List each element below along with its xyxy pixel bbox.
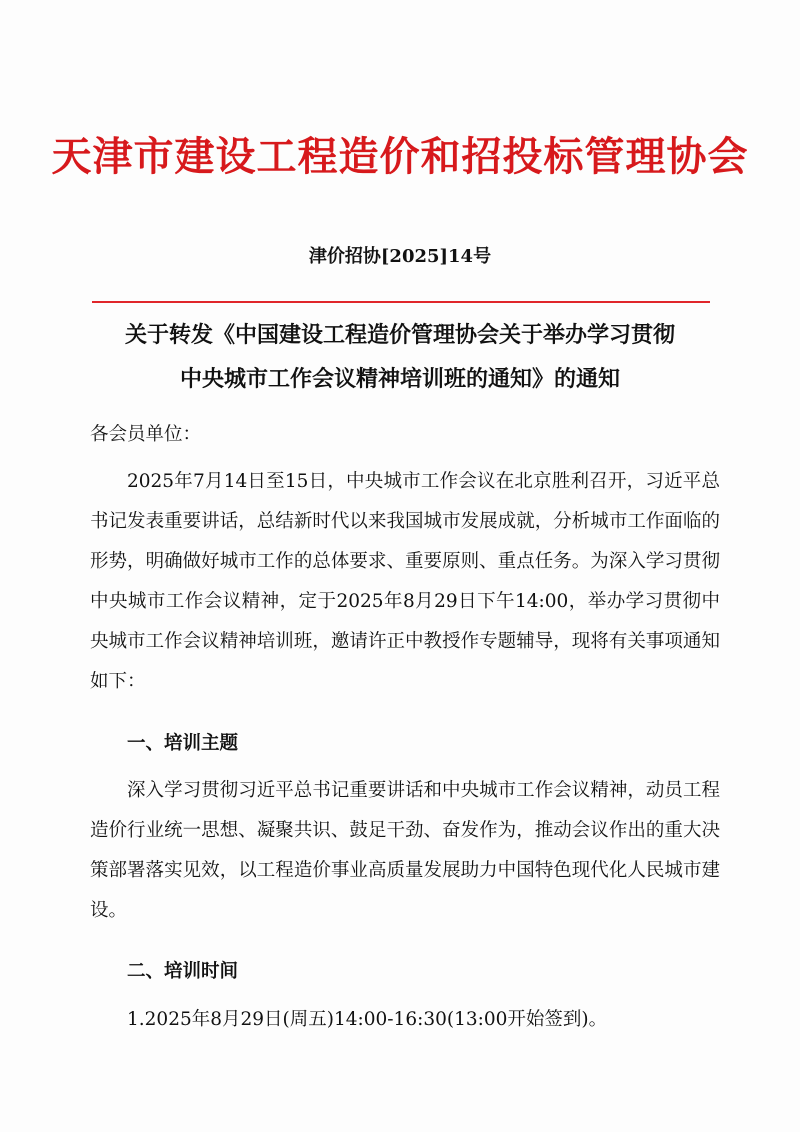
intro-paragraph: 2025年7月14日至15日，中央城市工作会议在北京胜利召开，习近平总书记发表重要讲话，总结新时代以来我国城市发展成就，分析城市工作面临的形势，明确做好城市工作的总体要求、重要原则、重点任务。为深入学习贯彻中央城市工作会议精神，定于2025年8月29日下午14:00，举办学习贯彻中央城市工作会议精神培训班，邀请许正中教授作专题辅导，现将有关事项通知如下： — [90, 471, 720, 692]
section-heading-training-time: 二、培训时间 — [127, 961, 239, 982]
training-topic-paragraph: 深入学习贯彻习近平总书记重要讲话和中央城市工作会议精神，动员工程造价行业统一思想、凝聚共识、鼓足干劲、奋发作为，推动会议作出的重大决策部署落实见效，以工程造价事业高质量发展助力中国特色现代化人民城市建设。 — [90, 780, 720, 921]
notice-title-line-1: 关于转发《中国建设工程造价管理协会关于举办学习贯彻 — [124, 322, 675, 348]
training-time-item: 1.2025年8月29日(周五)14:00-16:30(13:00开始签到)。 — [127, 1009, 608, 1030]
red-divider-line — [92, 301, 710, 303]
notice-title-line-2: 中央城市工作会议精神培训班的通知》的通知 — [179, 366, 620, 392]
organization-letterhead: 天津市建设工程造价和招投标管理协会 — [51, 133, 749, 180]
notice-title — [60, 313, 740, 401]
salutation: 各会员单位： — [90, 424, 202, 445]
document-number: 津价招协[2025]14号 — [308, 246, 492, 267]
section-heading-training-topic: 一、培训主题 — [127, 733, 239, 754]
